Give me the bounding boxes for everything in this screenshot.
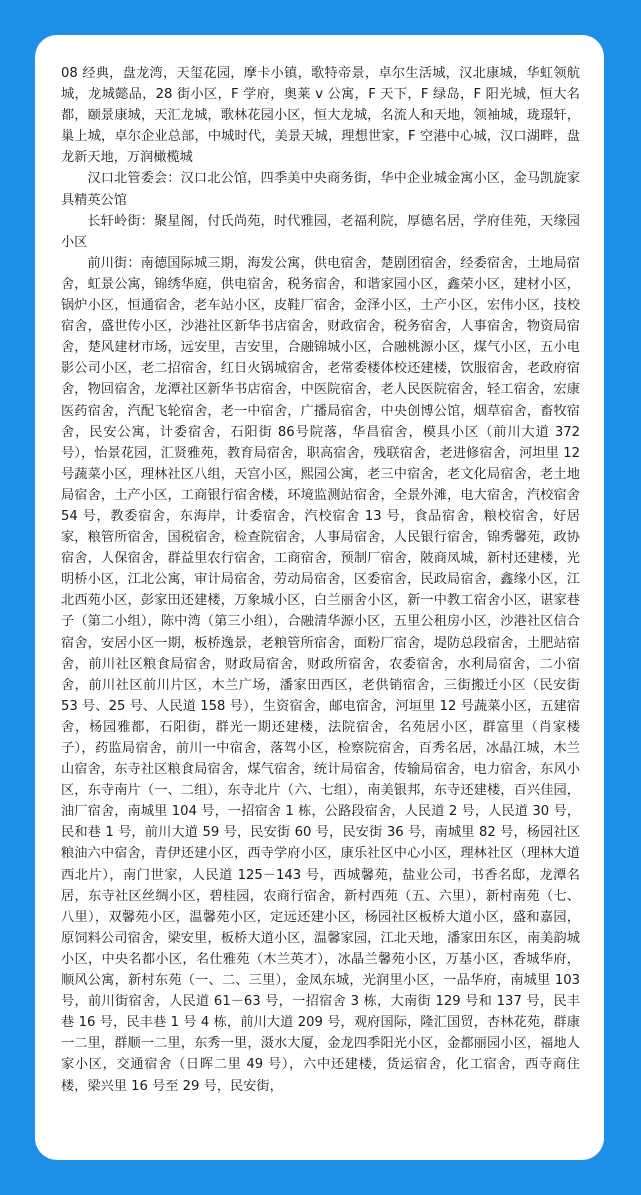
community-list-text xyxy=(61,63,580,1097)
content-card xyxy=(35,35,604,1160)
paragraph-changxuanling: 长轩岭街：聚星阁，付氏尚苑，时代雅园，老福利院，厚德名居，学府佳苑，天缘园小区 xyxy=(61,213,580,250)
paragraph-hankou-north: 汉口北管委会：汉口北公馆，四季美中央商务街，华中企业城金寓小区，金马凯旋家具精英公馆 xyxy=(61,171,580,208)
paragraph-huangpi-communities: 08 经典，盘龙湾，天玺花园，摩卡小镇，歌特帝景，卓尔生活城，汉北康城，华虹领航城，龙城懿品，28 街小区，F 学府，奥莱 v 公寓，F 天下，F 绿岛，F 阳光城，恒大名都，颐景康城，天汇龙城，歌林花园小区，恒大龙城，名流人和天地，领袖城，珑璟轩，巢上城，卓尔企业总部，中城时代，美景天城，理想世家，F 空港中心城，汉口湖畔，盘龙新天地，万润橄榄城 xyxy=(61,66,580,166)
paragraph-qianchuan: 前川街：南德国际城三期，海发公寓，供电宿舍，楚剧团宿舍，经委宿舍，土地局宿舍，虹景公寓，锦绣华庭，供电宿舍，税务宿舍，和谐家园小区，鑫荣小区，建材小区，锅炉小区，恒通宿舍，老车站小区，皮鞋厂宿舍，金泽小区，土产小区，宏伟小区，技校宿舍，盛世传小区，沙港社区新华书店宿舍，财政宿舍，税务宿舍，人事宿舍，物资局宿舍，楚风建材市场，远安里，吉安里，合融锦城小区，合融桃源小区，煤气小区，五小电影公司小区，老二招宿舍，红日火锅城宿舍，老常委楼体校还建楼，饮服宿舍，老政府宿舍，物回宿舍，龙潭社区新华书店宿舍，中医院宿舍，老人民医院宿舍，轻工宿舍，宏康医药宿舍，汽配飞轮宿舍，老一中宿舍，广播局宿舍，中央创博公馆，烟草宿舍，畜牧宿舍，民安公寓，计委宿舍，石阳街 86号院落，华昌宿舍，模具小区（前川大道 372 号），怡景花园，汇贤雅苑，教育局宿舍，职高宿舍，残联宿舍，老进修宿舍，河坦里 12 号蔬菜小区，理林社区八组，天宫小区，熙园公寓，老三中宿舍，老文化局宿舍，老土地局宿舍，土产小区，工商银行宿舍楼，环境监测站宿舍，全景外滩，电大宿舍，汽校宿舍 54 号，教委宿舍，东海岸，计委宿舍，汽校宿舍 13 号，食品宿舍，粮校宿舍，好居家，粮管所宿舍，国税宿舍，检查院宿舍，人事局宿舍，人民银行宿舍，锦秀馨苑，政协宿舍，人保宿舍，群益里农行宿舍，工商宿舍，预制厂宿舍，陂商凤城，新村还建楼，光明桥小区，江北公寓，审计局宿舍，劳动局宿舍，区委宿舍，民政局宿舍，鑫缘小区，江北西苑小区，彭家田还建楼，万象城小区，白兰丽舍小区，新一中教工宿舍小区，谌家巷子（第二小组），陈中湾（第三小组），合融清华源小区，五里公租房小区，沙港社区信合宿舍，安居小区一期，板桥逸景，老粮管所宿舍，面粉厂宿舍，堤防总段宿舍，土肥站宿舍，前川社区粮食局宿舍，财政局宿舍，财政所宿舍，农委宿舍，水利局宿舍，二小宿舍，前川社区前川片区，木兰广场，潘家田西区，老供销宿舍，三街搬迁小区（民安街 53 号、25 号、人民道 158 号），生资宿舍，邮电宿舍，河垣里 12 号蔬菜小区，五建宿舍，杨园雅都，石阳街，群光一期还建楼，法院宿舍，名苑居小区，群富里（肖家楼子），药监局宿舍，前川一中宿舍，落驾小区，检察院宿舍，百秀名居，冰晶江城，木兰山宿舍，东寺社区粮食局宿舍，煤气宿舍，统计局宿舍，传输局宿舍，电力宿舍，东风小区，东寺南片（一、二组），东寺北片（六、七组），南美银邦，东寺还建楼，百兴佳园，油厂宿舍，南城里 104 号，一招宿舍 1 栋，公路段宿舍，人民道 2 号，人民道 30 号，民和巷 1 号，前川大道 59 号，民安街 60 号，民安街 36 号，南城里 82 号，杨园社区粮油六中宿舍，青伊还建小区，西寺学府小区，康乐社区中心小区，理林社区（理林大道西北片），南门世家，人民道 125－143 号，西城馨苑，盐业公司，书香名邸，龙潭名居，东寺社区丝绸小区，碧桂园，农商行宿舍，新村西苑（五、六里），新村南苑（七、八里），双馨苑小区，温馨苑小区，定远还建小区，杨园社区板桥大道小区，盛和嘉园，原饲料公司宿舍，梁安里，板桥大道小区，温馨家园，江北天地，潘家田东区，南美韵城小区，中央名都小区，名仕雅苑（木兰英才），冰晶兰馨苑小区，万基小区，香城华府，顺风公寓，新村东苑（一、二、三里），金凤东城，光润里小区，一品华府，南城里 103 号，前川街宿舍，人民道 61－63 号，一招宿舍 3 栋，大南街 129 号和 137 号，民丰巷 16 号，民丰巷 1 号 4 栋，前川大道 209 号，观府国际，隆汇国贸，杏林花苑，群康一二里，群顺一二里，东秀一里，滠水大厦，金龙四季阳光小区，金都丽园小区，福地人家小区，交通宿舍（日晖二里 49 号），六中还建楼，货运宿舍，化工宿舍，西寺商住楼，梁兴里 16 号至 29 号，民安街， xyxy=(61,255,580,1094)
